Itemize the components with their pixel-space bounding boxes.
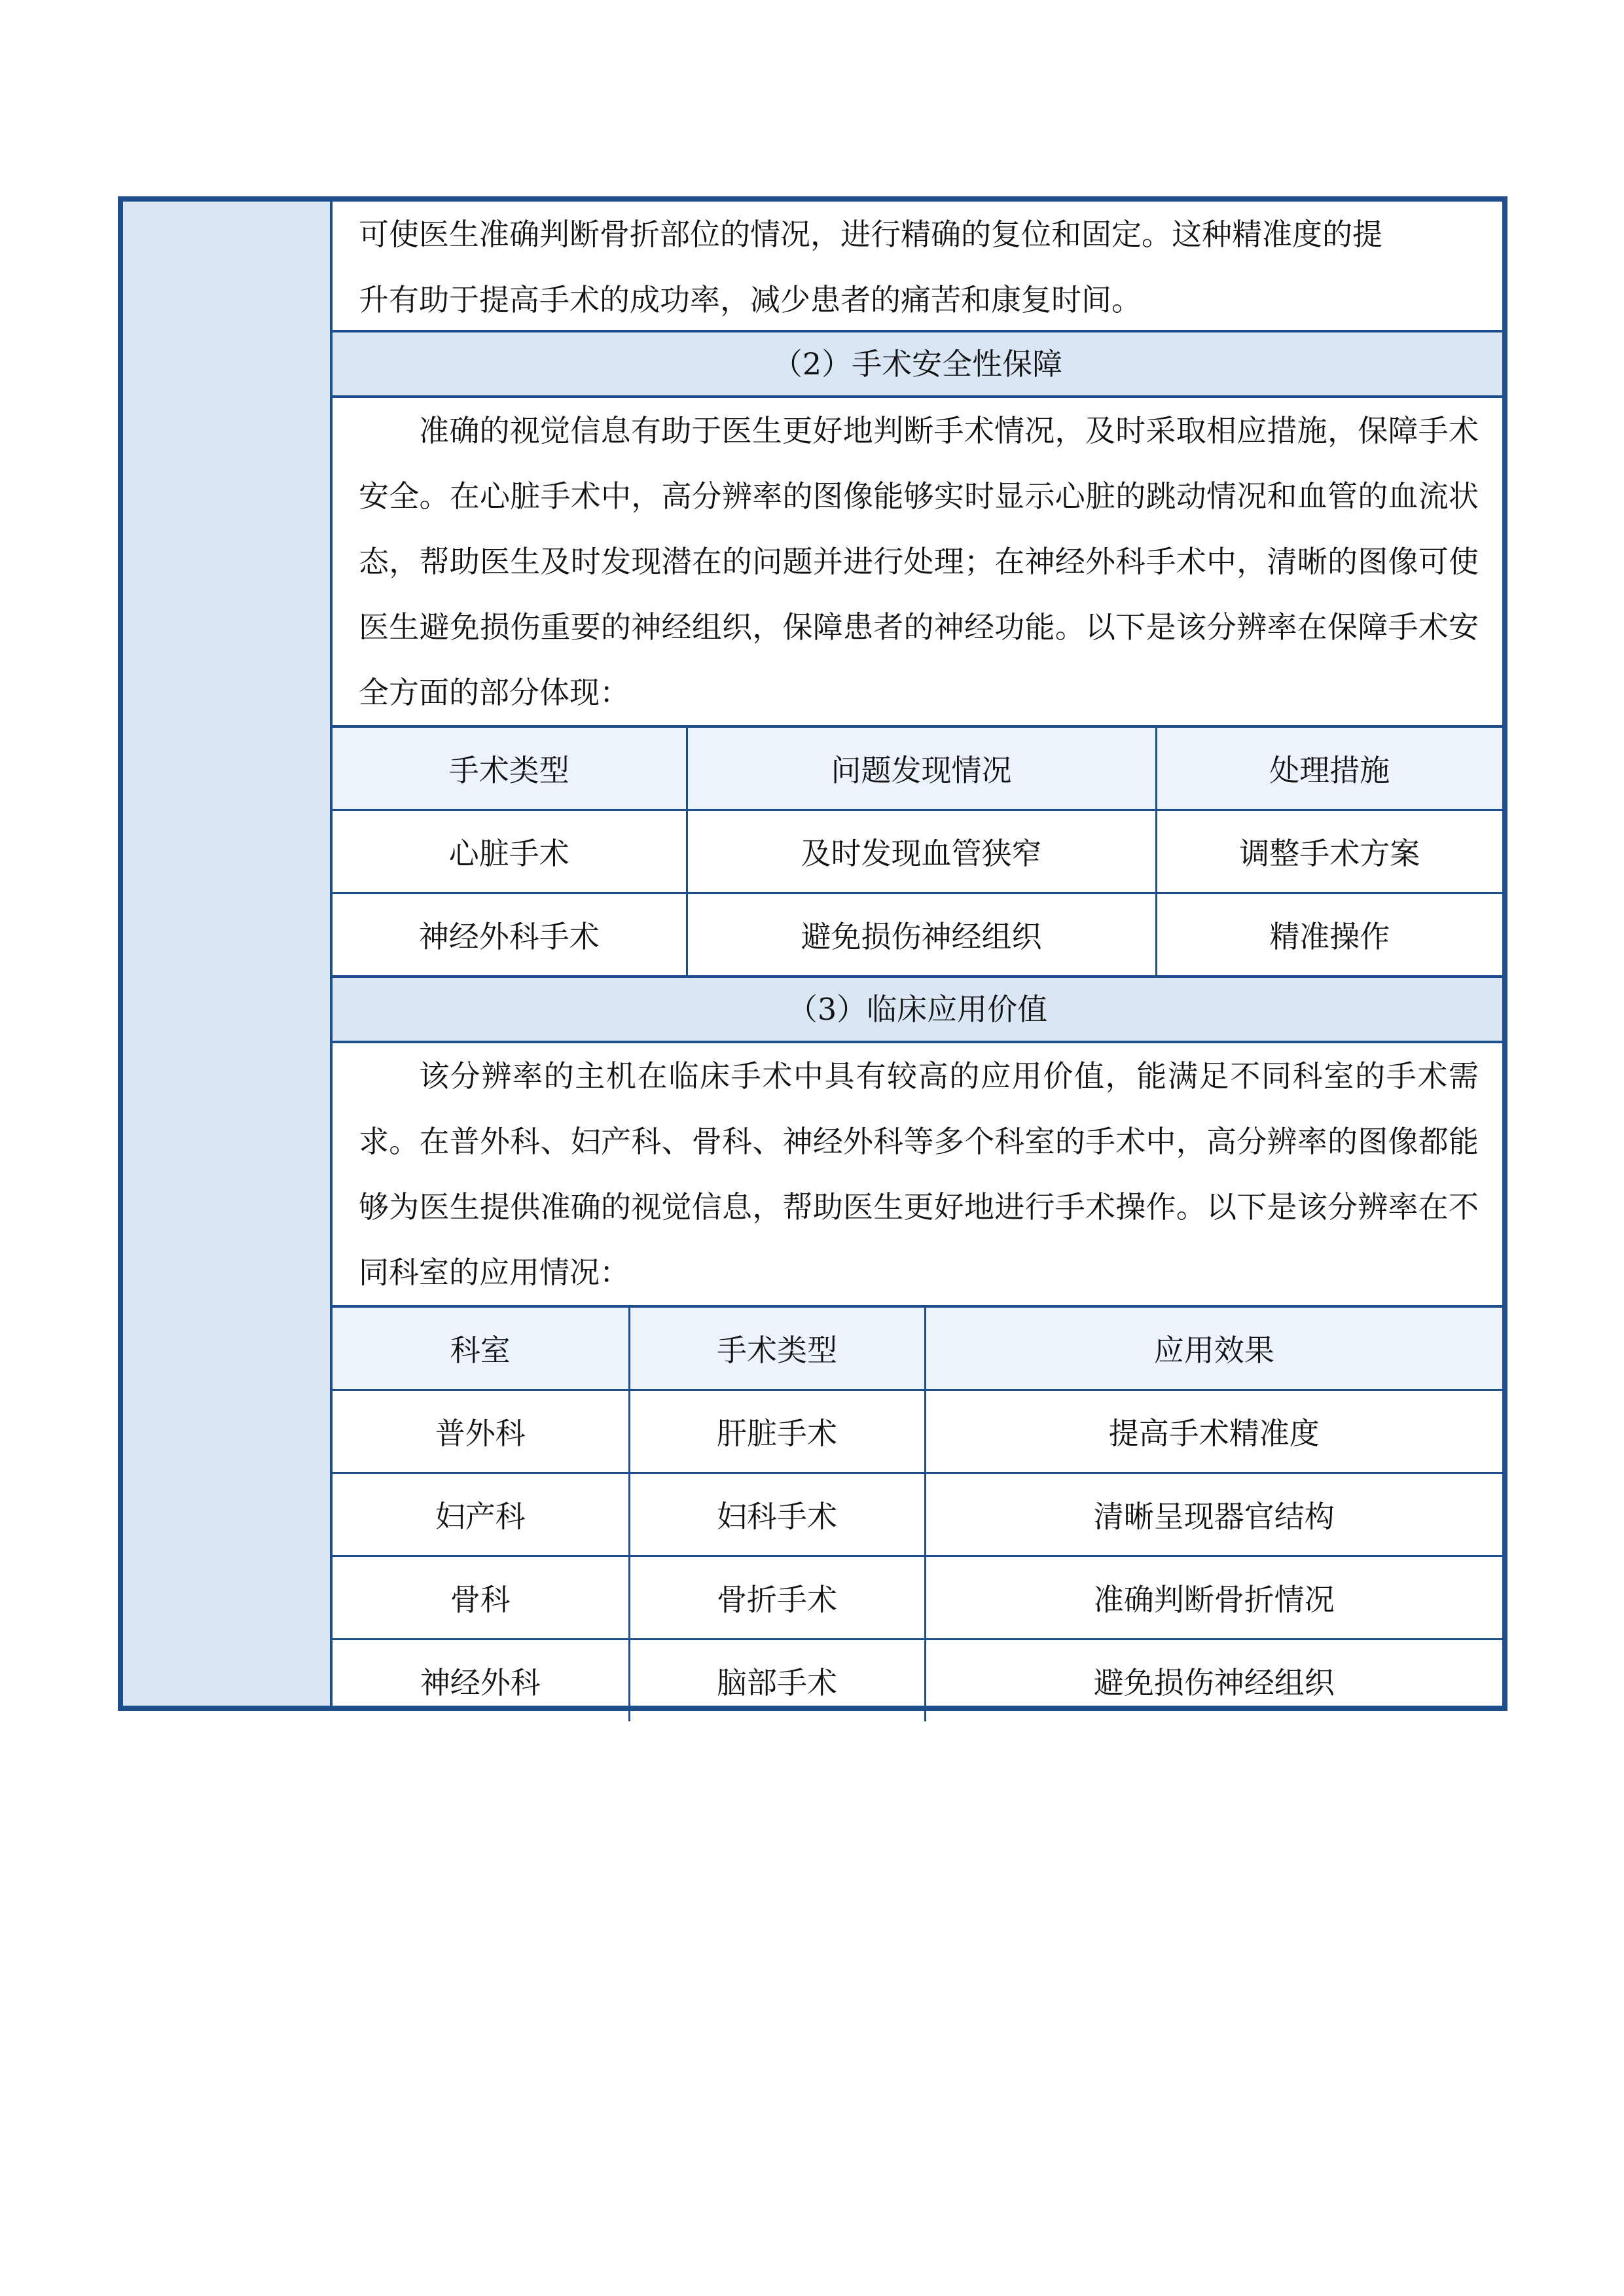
content-frame (118, 196, 1507, 1711)
table-cell: 妇科手术 (629, 1473, 925, 1556)
table-cell: 准确判断骨折情况 (925, 1556, 1502, 1640)
department-table (333, 1308, 1502, 1721)
table-header-cell: 处理措施 (1156, 728, 1502, 810)
section-heading-safety: （2）手术安全性保障 (333, 332, 1502, 398)
table-cell: 妇产科 (333, 1473, 629, 1556)
table-cell: 肝脏手术 (629, 1390, 925, 1473)
table-header-cell: 应用效果 (925, 1308, 1502, 1390)
table-row (333, 1473, 1502, 1556)
table-cell: 骨科 (333, 1556, 629, 1640)
table-row (333, 893, 1502, 977)
clinical-paragraph (333, 1043, 1502, 1308)
table-header-row (333, 728, 1502, 810)
side-label-column (123, 202, 333, 1706)
clinical-paragraph-text: 该分辨率的主机在临床手术中具有较高的应用价值，能满足不同科室的手术需求。在普外科、妇产科、骨科、神经外科等多个科室的手术中，高分辨率的图像都能够为医生提供准确的视觉信息，帮助医生更好地进行手术操作。以下是该分辨率在不同科室的应用情况： (359, 1058, 1479, 1290)
table-row (333, 1390, 1502, 1473)
intro-paragraph (333, 202, 1502, 332)
table-cell: 提高手术精准度 (925, 1390, 1502, 1473)
intro-line-2: 升有助于提高手术的成功率，减少患者的痛苦和康复时间。 (359, 282, 1142, 317)
table-row (333, 1640, 1502, 1722)
table-cell: 精准操作 (1156, 893, 1502, 977)
table-row (333, 1556, 1502, 1640)
safety-paragraph (333, 398, 1502, 728)
table-header-row (333, 1308, 1502, 1390)
table-header-cell: 科室 (333, 1308, 629, 1390)
table-header-cell: 问题发现情况 (687, 728, 1156, 810)
table-cell: 普外科 (333, 1390, 629, 1473)
safety-paragraph-text: 准确的视觉信息有助于医生更好地判断手术情况，及时采取相应措施，保障手术安全。在心脏手术中，高分辨率的图像能够实时显示心脏的跳动情况和血管的血流状态，帮助医生及时发现潜在的问题并进行处理；在神经外科手术中，清晰的图像可使医生避免损伤重要的神经组织，保障患者的神经功能。以下是该分辨率在保障手术安全方面的部分体现： (359, 413, 1479, 710)
table-cell: 神经外科 (333, 1640, 629, 1722)
table-cell: 及时发现血管狭窄 (687, 810, 1156, 893)
table-cell: 避免损伤神经组织 (687, 893, 1156, 977)
table-cell: 心脏手术 (333, 810, 687, 893)
content-column (333, 202, 1502, 1706)
safety-table (333, 728, 1502, 978)
table-cell: 脑部手术 (629, 1640, 925, 1722)
table-cell: 神经外科手术 (333, 893, 687, 977)
intro-line-1: 可使医生准确判断骨折部位的情况，进行精确的复位和固定。这种精准度的提 (359, 217, 1382, 252)
table-cell: 清晰呈现器官结构 (925, 1473, 1502, 1556)
table-cell: 调整手术方案 (1156, 810, 1502, 893)
table-cell: 避免损伤神经组织 (1093, 1665, 1335, 1700)
table-cell: 骨折手术 (629, 1556, 925, 1640)
table-header-cell: 手术类型 (333, 728, 687, 810)
table-header-cell: 手术类型 (629, 1308, 925, 1390)
table-row (333, 810, 1502, 893)
section-heading-clinical: （3）临床应用价值 (333, 978, 1502, 1043)
